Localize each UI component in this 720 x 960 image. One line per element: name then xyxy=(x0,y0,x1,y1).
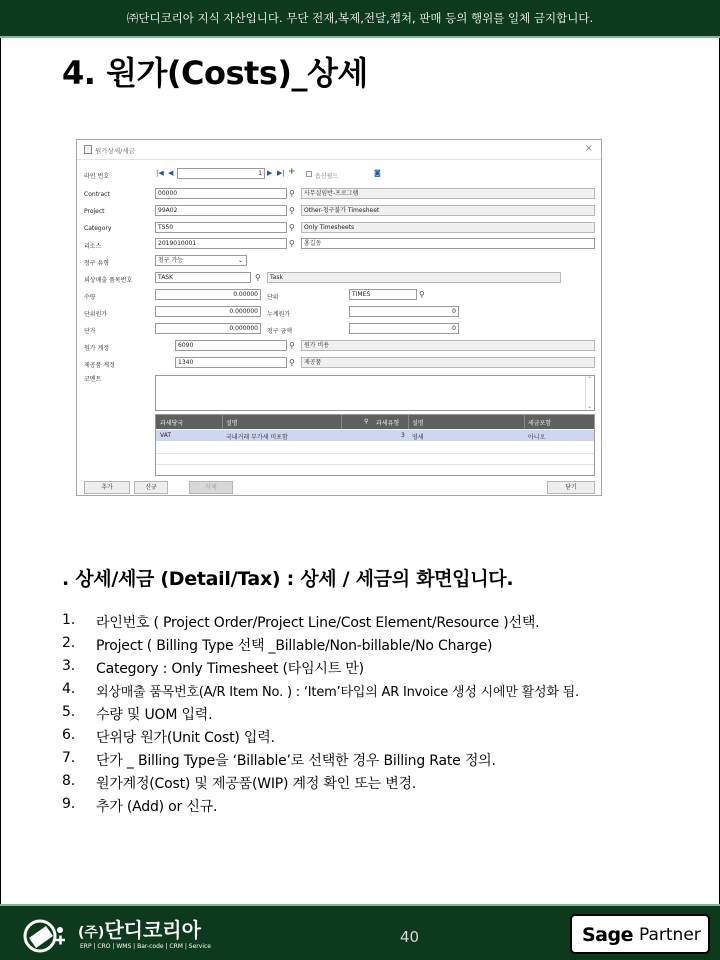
step-number: 1. xyxy=(62,612,75,628)
page-title: 4. 원가(Costs)_상세 xyxy=(62,54,368,92)
wip-account-description: 제공품 xyxy=(301,357,595,368)
step-number: 4. xyxy=(62,681,75,697)
optional-fields-label: 옵션필드 xyxy=(315,173,339,180)
cell-tax-included: 아니오 xyxy=(528,434,546,441)
unit-cost-label: 단위원가 xyxy=(84,311,108,318)
delete-button[interactable]: 삭제 xyxy=(189,481,233,494)
uom-label: 단위 xyxy=(267,294,279,301)
unit-cost-field[interactable]: 0.000000 xyxy=(155,306,261,317)
grid-header-tax-class[interactable]: 과세유형 xyxy=(376,420,400,427)
cell-tax-class: 3 xyxy=(401,432,405,439)
rate-label: 단가 xyxy=(84,328,96,335)
step-text: 추가 (Add) or 신규. xyxy=(96,799,218,815)
contract-label: Contract xyxy=(84,191,110,198)
partner-word: Partner xyxy=(639,925,701,945)
scroll-up-icon[interactable]: ⌃ xyxy=(587,376,593,383)
step-text: 수량 및 UOM 입력. xyxy=(96,707,213,723)
dialog-titlebar xyxy=(77,140,601,160)
comment-textarea[interactable] xyxy=(155,375,595,411)
step-number: 5. xyxy=(62,704,75,720)
step-text: Category : Only Timesheet (타임시트 만) xyxy=(96,661,364,677)
grid-separator xyxy=(408,415,409,429)
project-label: Project xyxy=(84,208,105,215)
step-text: 라인번호 ( Project Order/Project Line/Cost Element/Resource )선택. xyxy=(96,615,540,631)
sage-partner-logo xyxy=(570,914,710,954)
company-tagline: ERP | CRO | WMS | Bar-code | CRM | Service xyxy=(80,943,211,950)
contract-field[interactable]: 00000 xyxy=(155,188,287,199)
quantity-label: 수량 xyxy=(84,294,96,301)
cell-description: 국내거래 부가세 미포함 xyxy=(226,434,288,441)
billing-type-label: 청구 유형 xyxy=(84,260,110,267)
grid-header-tax-included[interactable]: 세금포함 xyxy=(528,420,552,427)
project-description: Other-청구불가 Timesheet xyxy=(301,205,595,216)
footer xyxy=(0,904,720,960)
company-name-text: 단디코리아 xyxy=(104,918,201,942)
scroll-down-icon[interactable]: ⌄ xyxy=(587,403,593,410)
cost-account-label: 원가 계정 xyxy=(84,345,110,352)
grid-row-divider xyxy=(156,453,594,454)
contract-description: 사무실임반-프로그램 xyxy=(301,188,595,199)
page-number: 40 xyxy=(400,928,420,946)
step-text: 단가 _ Billing Type을 ‘Billable’로 선택한 경우 Billing Rate 정의. xyxy=(96,753,496,769)
billing-type-select[interactable] xyxy=(155,255,247,266)
extended-cost-field[interactable]: 0 xyxy=(349,306,459,317)
grid-finder-icon[interactable]: ⚲ xyxy=(364,418,369,425)
step-number: 8. xyxy=(62,773,75,789)
line-number-field[interactable]: 1 xyxy=(177,168,265,179)
company-prefix: (주) xyxy=(78,925,105,941)
resource-field[interactable]: 2019010001 xyxy=(155,238,287,249)
grid-row-divider xyxy=(156,464,594,465)
table-row[interactable] xyxy=(156,430,594,441)
dialog-title: 원가상세/세금 xyxy=(95,147,135,155)
resource-finder-icon[interactable]: ⚲ xyxy=(289,239,295,248)
line-number-label: 라인 번호 xyxy=(84,173,110,180)
zoom-icon[interactable]: ◙ xyxy=(374,169,381,177)
previous-record-icon[interactable]: ◀ xyxy=(168,169,174,177)
comment-label: 코멘트 xyxy=(84,376,102,383)
wip-account-label: 제공품 계정 xyxy=(84,362,115,369)
uom-field[interactable]: TIMES xyxy=(349,289,417,300)
grid-separator xyxy=(222,415,223,429)
step-text: 외상매출 품목번호(A/R Item No. ) : ‘Item’타입의 AR Invoice 생성 시에만 활성화 됨. xyxy=(96,685,579,700)
contract-finder-icon[interactable]: ⚲ xyxy=(289,189,295,198)
billing-amount-field[interactable]: 0 xyxy=(349,323,459,334)
optional-fields-checkbox[interactable] xyxy=(306,171,312,177)
extended-cost-label: 누계원가 xyxy=(267,311,291,318)
add-line-icon[interactable]: + xyxy=(288,167,296,177)
cost-account-finder-icon[interactable]: ⚲ xyxy=(289,341,295,350)
tax-grid-header xyxy=(156,415,594,429)
grid-header-tax-authority[interactable]: 과세당국 xyxy=(160,420,184,427)
top-banner xyxy=(0,0,720,38)
close-button[interactable]: 닫기 xyxy=(547,481,595,494)
quantity-field[interactable]: 0.00000 xyxy=(155,289,261,300)
step-text: 단위당 원가(Unit Cost) 입력. xyxy=(96,730,275,746)
cost-detail-dialog xyxy=(76,139,602,496)
project-field[interactable]: 99A02 xyxy=(155,205,287,216)
wip-account-field[interactable]: 1340 xyxy=(175,357,287,368)
step-number: 3. xyxy=(62,658,75,674)
sage-brand: Sage xyxy=(582,924,633,946)
grid-separator xyxy=(341,415,342,429)
page-frame-left xyxy=(0,38,1,904)
first-record-icon[interactable]: |◀ xyxy=(156,169,164,177)
window-icon xyxy=(84,145,92,154)
step-number: 2. xyxy=(62,635,75,651)
resource-label: 리소스 xyxy=(84,243,102,250)
uom-finder-icon[interactable]: ⚲ xyxy=(419,290,425,299)
grid-separator xyxy=(524,415,525,429)
step-number: 7. xyxy=(62,750,75,766)
step-number: 9. xyxy=(62,796,75,812)
step-text: Project ( Billing Type 선택 _Billable/Non-billable/No Charge) xyxy=(96,638,493,654)
chevron-down-icon: ⌄ xyxy=(237,257,243,264)
cost-account-field[interactable]: 6090 xyxy=(175,340,287,351)
new-button[interactable]: 신규 xyxy=(134,481,168,494)
comment-scrollbar[interactable] xyxy=(585,376,594,410)
ar-item-description: Task xyxy=(267,272,561,283)
ar-item-field[interactable]: TASK xyxy=(155,272,251,283)
add-button[interactable]: 추가 xyxy=(84,481,130,494)
rate-field[interactable]: 0.000000 xyxy=(155,323,261,334)
step-number: 6. xyxy=(62,727,75,743)
section-heading: . 상세/세금 (Detail/Tax) : 상세 / 세금의 화면입니다. xyxy=(62,568,514,590)
banner-text: ㈜단디코리아 지식 자산입니다. 무단 전재,복제,전달,캡쳐, 판매 등의 행위를 일체 금지합니다. xyxy=(126,11,594,25)
grid-header-class-description[interactable]: 설명 xyxy=(412,420,424,427)
cell-class-description: 영세 xyxy=(412,434,424,441)
ar-item-finder-icon[interactable]: ⚲ xyxy=(255,273,261,282)
step-text: 원가계정(Cost) 및 제공품(WIP) 계정 확인 또는 변경. xyxy=(96,776,417,792)
company-name xyxy=(78,914,201,943)
category-field[interactable]: TS50 xyxy=(155,222,287,233)
close-icon[interactable]: × xyxy=(584,143,593,154)
billing-amount-label: 청구 금액 xyxy=(267,328,293,335)
billing-type-value: 청구 가능 xyxy=(158,257,184,264)
category-description: Only Timesheets xyxy=(301,222,595,233)
wip-account-finder-icon[interactable]: ⚲ xyxy=(289,358,295,367)
last-record-icon[interactable]: ▶| xyxy=(277,169,285,177)
company-logo-icon xyxy=(20,916,70,956)
cell-tax-authority: VAT xyxy=(160,432,172,439)
resource-description[interactable]: 홍길동 xyxy=(301,238,595,249)
tax-grid[interactable] xyxy=(155,414,595,476)
category-finder-icon[interactable]: ⚲ xyxy=(289,223,295,232)
cost-account-description: 원가 비용 xyxy=(301,340,595,351)
category-label: Category xyxy=(84,225,112,232)
next-record-icon[interactable]: ▶ xyxy=(267,169,273,177)
project-finder-icon[interactable]: ⚲ xyxy=(289,206,295,215)
grid-header-description[interactable]: 설명 xyxy=(226,420,238,427)
ar-item-label: 외상매출 품목번호 xyxy=(84,277,133,284)
